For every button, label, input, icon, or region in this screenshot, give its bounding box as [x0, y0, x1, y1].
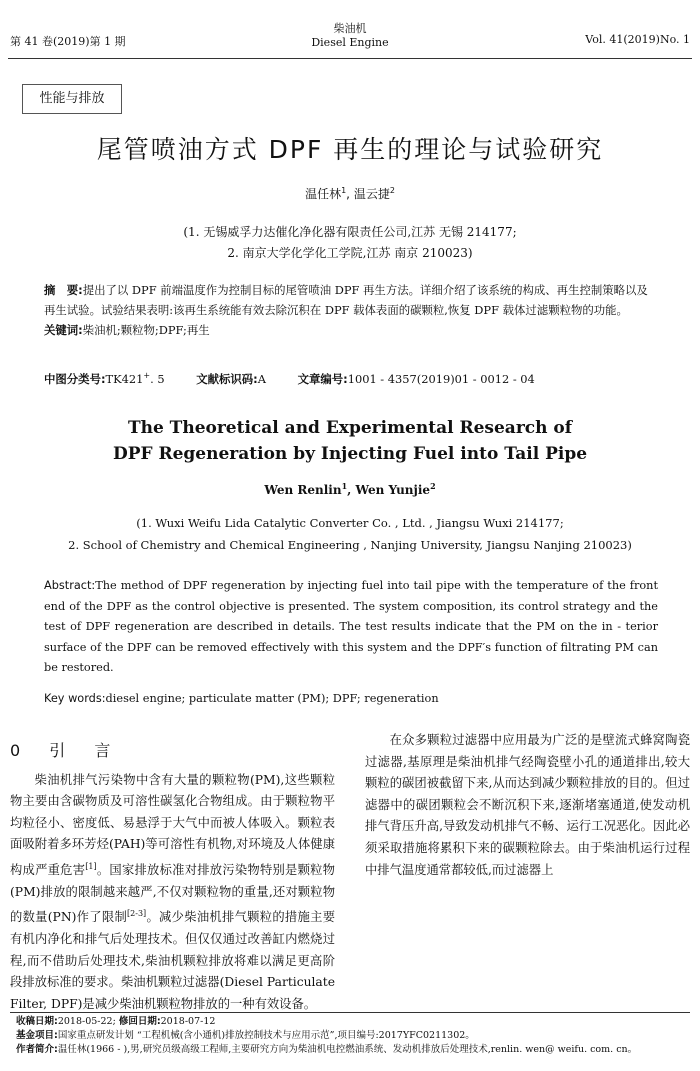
article-id-label: 文章编号: [297, 371, 348, 386]
affiliations-en [0, 512, 700, 556]
author-bio-label: 作者简介: [16, 1044, 58, 1055]
section-tag: 性能与排放 [22, 84, 122, 114]
doc-code-value: A [257, 371, 266, 386]
funding-value: 国家重点研发计划 “工程机械(含小通机)排放控制技术与应用示范”,项目编号:2017YFC0211302。 [57, 1030, 475, 1041]
intro-paragraph-1 [10, 770, 335, 1016]
affiliation-cn-1: (1. 无锡威孚力达催化净化器有限责任公司,江苏 无锡 214177; [183, 225, 517, 239]
affiliation-en-1: (1. Wuxi Weifu Lida Catalytic Converter Co. , Ltd. , Jiangsu Wuxi 214177; [136, 516, 564, 530]
received-value: 2018-05-22; [57, 1016, 116, 1027]
keywords-cn-label: 关键词: [44, 323, 83, 337]
header-volume-cn: 第 41 卷(2019)第 1 期 [10, 35, 126, 48]
abstract-cn-label: 摘 要: [44, 283, 83, 297]
abstract-cn-text: 提出了以 DPF 前端温度作为控制目标的尾管喷油 DPF 再生方法。详细介绍了该系统的构成、再生控制策略以及再生试验。试验结果表明:该再生系统能有效去除沉积在 DPF 载体表面的碳颗粒,恢复 DPF 载体过滤颗粒物的功能。 [44, 283, 648, 317]
footnote-author [16, 1043, 686, 1057]
citation-2: [2-3] [127, 909, 147, 919]
body-column-right [365, 730, 690, 881]
affiliation-cn-2: 2. 南京大学化学化工学院,江苏 南京 210023) [227, 246, 473, 260]
clc-label: 中图分类号: [44, 371, 106, 386]
section-heading-intro: 0 引 言 [10, 741, 123, 760]
doc-code-label: 文献标识码: [196, 371, 258, 386]
author-2-cn-mark: 2 [389, 186, 395, 195]
intro-p1-part-c: 。减少柴油机排气颗粒的措施主要有机内净化和排气后处理技术。但仅仅通过改善缸内燃烧过程,而不借助后处理技术,柴油机颗粒排放将难以满足更高阶段排放标准的要求。柴油机颗粒过滤器(Diesel Particulate Filter, DPF)是减少柴油机颗粒物排放的一种有效设备。 [10, 910, 335, 1011]
abstract-en [44, 576, 658, 679]
clc-value: TK421 [105, 371, 144, 386]
footnote-rule [10, 1012, 690, 1013]
received-label: 收稿日期: [16, 1016, 58, 1027]
revised-label: 修回日期: [118, 1016, 161, 1027]
header-volume-en: Vol. 41(2019)No. 1 [585, 33, 690, 46]
affiliations-cn [0, 222, 700, 264]
footnote [16, 1015, 686, 1057]
author-2-cn: 温云捷 [353, 187, 390, 201]
funding-label: 基金项目: [16, 1030, 58, 1041]
header-journal-en: Diesel Engine [311, 36, 389, 49]
keywords-cn-text: 柴油机;颗粒物;DPF;再生 [82, 323, 210, 337]
header-rule [8, 58, 692, 59]
authors-en: Wen Renlin$^1$, Wen Yunjie$^2$ [264, 481, 436, 497]
abstract-en-label: Abstract: [44, 579, 96, 592]
author-2-en-mark: 2 [430, 481, 436, 491]
classification-line [44, 366, 535, 389]
title-en-line-1: The Theoretical and Experimental Research of [127, 418, 573, 438]
intro-p1-part-a: 柴油机排气污染物中含有大量的颗粒物(PM),这些颗粒物主要由含碳物质及可溶性碳氢化合物组成。由于颗粒物平均粒径小、密度低、易悬浮于大气中而被人体吸入。颗粒表面吸附着多环芳烃(PAH)等可溶性有机物,对环境及人体健康构成严重危害 [10, 772, 335, 878]
body-column-left [10, 730, 335, 1015]
title-cn: 尾管喷油方式 DPF 再生的理论与试验研究 [96, 135, 604, 164]
article-id-value: 1001 - 4357(2019)01 - 0012 - 04 [347, 371, 535, 386]
abstract-cn [44, 280, 658, 340]
author-1-en-mark: 1 [341, 481, 348, 491]
author-1-cn-mark: 1 [341, 186, 347, 195]
footnote-funding [16, 1029, 686, 1043]
keywords-en-label: Key words: [44, 692, 106, 705]
affiliation-en-2: 2. School of Chemistry and Chemical Engineering , Nanjing University, Jiangsu Nanjing 210023) [68, 538, 632, 552]
citation-1: [1] [85, 861, 97, 871]
clc-tail: . 5 [150, 371, 165, 386]
title-en-line-2: DPF Regeneration by Injecting Fuel into Tail Pipe [112, 444, 588, 464]
keywords-en-text: diesel engine; particulate matter (PM); DPF; regeneration [105, 692, 439, 705]
author-bio-value: 温任林(1966 - ),男,研究员级高级工程师,主要研究方向为柴油机电控燃油系统、发动机排放后处理技术,renlin. wen@ weifu. com. cn。 [57, 1044, 638, 1055]
author-2-en: Wen Yunjie [355, 483, 431, 497]
intro-paragraph-2: 在众多颗粒过滤器中应用最为广泛的是壁流式蜂窝陶瓷过滤器,基原理是柴油机排气经陶瓷壁小孔的通道排出,较大颗粒的碳团被截留下来,从而达到减少颗粒排放的目的。但过滤器中的碳团颗粒会不断沉积下来,逐渐堵塞通道,使发动机排气背压升高,导致发动机排气不畅、运行工况恶化。因此必须采取措施将累积下来的碳颗粒除去。由于柴油机运行过程中排气温度通常都较低,而过滤器上 [365, 733, 690, 877]
clc-sup: + [143, 371, 151, 380]
authors-cn: 温任林$^1$, 温云捷$^2$ [305, 186, 395, 201]
keywords-en [44, 690, 658, 708]
footnote-dates [16, 1015, 686, 1029]
keywords-cn [44, 320, 658, 340]
intro-p1-part-b: 。国家排放标准对排放污染物特别是颗粒物(PM)排放的限制越来越严,不仅对颗粒物的重量,还对颗粒物的数量(PN)作了限制 [10, 863, 335, 925]
title-en [0, 415, 700, 467]
author-1-en: Wen Renlin [264, 483, 342, 497]
abstract-en-text: The method of DPF regeneration by injecting fuel into tail pipe with the temperature of the front end of the DPF as the control objective is presented. The system composition, its control strategy and the test of DPF regeneration are described in details. The test results indicate that the PM on the in - terior surface of the DPF can be removed effectively with this system and the DPF′s function of filtrating PM can be restored. [44, 579, 658, 674]
page-header [0, 0, 700, 60]
author-1-cn: 温任林 [305, 187, 342, 201]
header-journal-cn: 柴油机 [333, 22, 367, 35]
revised-value: 2018-07-12 [160, 1016, 216, 1027]
